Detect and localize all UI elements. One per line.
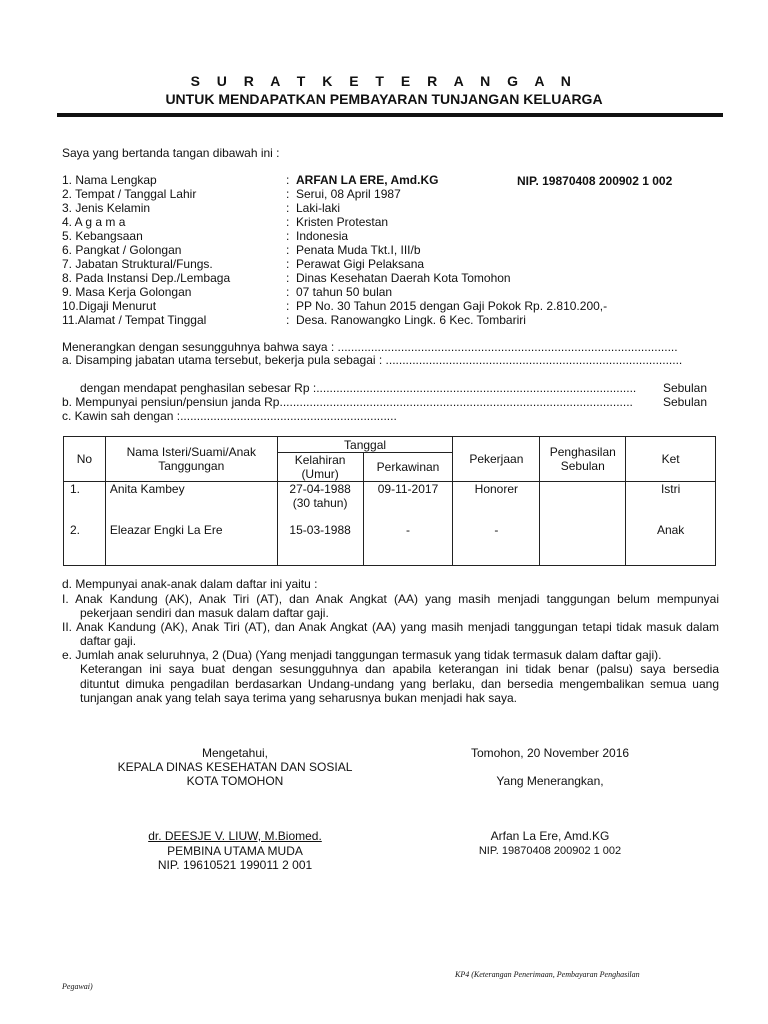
header-divider — [57, 113, 723, 117]
cell-lahir — [277, 482, 363, 523]
cell-umur: (30 tahun) — [292, 496, 348, 510]
sign-left-acknowledge: Mengetahui, — [201, 746, 269, 760]
cell-kerja: Honorer — [453, 482, 540, 523]
sign-right-place-date: Tomohon, 20 November 2016 — [470, 746, 630, 760]
header-kelahiran — [277, 453, 363, 482]
header-penghasilan — [540, 437, 626, 482]
family-table — [63, 436, 716, 566]
footer-form-code: KP4 (Keterangan Penerimaan, Pembayaran Penghasilan — [455, 970, 640, 979]
closing-line2: dituntut dimuka pengadilan berdasarkan Undang-undang yang berlaku, dan bersedia mengembalikan semua uang — [80, 677, 719, 691]
closing-line3: tunjangan anak yang telah saya terima yang seharusnya bukan menjadi hak saya. — [80, 691, 517, 705]
field-value-service-period: 07 tahun 50 bulan — [296, 285, 393, 299]
header-name — [105, 437, 277, 482]
header-pekerjaan: Pekerjaan — [453, 437, 540, 482]
field-colon: : — [286, 229, 290, 243]
note-ii-line1: II. Anak Kandung (AK), Anak Tiri (AT), dan Anak Angkat (AA) yang masih menjadi tanggungan tetapi tidak masuk dalam — [62, 620, 719, 634]
cell-name: Eleazar Engki La Ere — [105, 523, 277, 566]
field-colon: : — [286, 243, 290, 257]
table-header-row — [64, 437, 716, 453]
header-tanggal: Tanggal — [277, 437, 453, 453]
note-e: e. Jumlah anak seluruhnya, 2 (Dua) (Yang menjadi tanggungan termasuk yang tidak termasuk dalam daftar gaji). — [62, 648, 662, 662]
field-label-address: 11.Alamat / Tempat Tinggal — [62, 313, 207, 327]
field-label-name: 1. Nama Lengkap — [62, 173, 157, 187]
statement-b-suffix: Sebulan — [662, 395, 707, 409]
field-value-address: Desa. Ranowangko Lingk. 6 Kec. Tombariri — [296, 313, 526, 327]
field-label-birth: 2. Tempat / Tanggal Lahir — [62, 187, 197, 201]
document-title: S U R A T K E T E R A N G A N — [190, 73, 578, 89]
field-colon: : — [286, 215, 290, 229]
statement-c: c. Kawin sah dengan :................................................................. — [62, 409, 397, 423]
field-colon: : — [286, 271, 290, 285]
intro-text: Saya yang bertanda tangan dibawah ini : — [62, 146, 280, 160]
nip-main: NIP. 19870408 200902 1 002 — [517, 174, 673, 188]
sign-right-nip: NIP. 19870408 200902 1 002 — [478, 845, 622, 857]
field-value-position: Perawat Gigi Pelaksana — [296, 257, 425, 271]
field-colon: : — [286, 299, 290, 313]
statement-b — [62, 395, 707, 409]
statement-income-suffix: Sebulan — [662, 381, 707, 395]
field-label-religion: 4. A g a m a — [62, 215, 126, 229]
header-penghasilan-text: Penghasilan Sebulan — [549, 445, 616, 473]
header-perkawinan: Perkawinan — [363, 453, 453, 482]
header-ket: Ket — [626, 437, 716, 482]
closing-line1: Keterangan ini saya buat dengan sesungguhnya dan apabila keterangan ini tidak benar (palsu) saya bersedia — [80, 662, 719, 676]
statement-lead: Menerangkan dengan sesungguhnya bahwa saya : ...................................................................................................... — [62, 340, 678, 354]
statement-b-dots: .......................................................................................................... — [279, 395, 633, 409]
sign-left-nip: NIP. 19610521 199011 2 001 — [157, 858, 313, 872]
document-subtitle: UNTUK MENDAPATKAN PEMBAYARAN TUNJANGAN KELUARGA — [165, 91, 603, 107]
header-name-text: Nama Isteri/Suami/Anak Tanggungan — [126, 445, 256, 473]
field-label-institution: 8. Pada Instansi Dep./Lembaga — [62, 271, 231, 285]
sign-left-name — [90, 829, 380, 843]
cell-lahir-date: 27-04-1988 — [289, 482, 351, 496]
field-value-institution: Dinas Kesehatan Daerah Kota Tomohon — [296, 271, 511, 285]
field-label-rank: 6. Pangkat / Golongan — [62, 243, 182, 257]
field-value-gender: Laki-laki — [296, 201, 341, 215]
cell-lahir: 15-03-1988 — [277, 523, 363, 566]
header-kelahiran-text: Kelahiran (Umur) — [294, 453, 346, 481]
field-value-nationality: Indonesia — [296, 229, 349, 243]
note-ii-line2: daftar gaji. — [80, 634, 137, 648]
sign-left-city: KOTA TOMOHON — [186, 774, 284, 788]
field-value-religion: Kristen Protestan — [296, 215, 389, 229]
sign-left-rank: PEMBINA UTAMA MUDA — [167, 844, 303, 858]
statement-income-dots: ................................................................................................ — [316, 381, 637, 395]
field-value-name: ARFAN LA ERE, Amd.KG — [296, 173, 439, 187]
note-i-line1: I. Anak Kandung (AK), Anak Tiri (AT), dan Anak Angkat (AA) yang masih menjadi tanggungan belum mempunyai — [62, 592, 719, 606]
field-colon: : — [286, 173, 290, 187]
footer-form-code-cont: Pegawai) — [62, 982, 93, 991]
field-colon: : — [286, 285, 290, 299]
field-colon: : — [286, 187, 290, 201]
cell-kerja: - — [453, 523, 540, 566]
cell-ket: Istri — [626, 482, 716, 523]
cell-kawin: - — [363, 523, 453, 566]
field-colon: : — [286, 313, 290, 327]
table-row — [64, 523, 716, 566]
cell-kawin: 09-11-2017 — [363, 482, 453, 523]
sign-right-role: Yang Menerangkan, — [496, 774, 604, 788]
field-value-salary-basis: PP No. 30 Tahun 2015 dengan Gaji Pokok Rp. 2.810.200,- — [296, 299, 608, 313]
field-value-birth: Serui, 08 April 1987 — [296, 187, 401, 201]
cell-name: Anita Kambey — [105, 482, 277, 523]
statement-b-text: b. Mempunyai pensiun/pensiun janda Rp — [62, 395, 280, 409]
header-no: No — [64, 437, 106, 482]
statement-income — [80, 381, 707, 395]
field-label-salary-basis: 10.Digaji Menurut — [62, 299, 157, 313]
sign-right-name: Arfan La Ere, Amd.KG — [490, 829, 610, 843]
note-i-line2: pekerjaan sendiri dan masuk dalam daftar gaji. — [80, 606, 329, 620]
sign-left-title: KEPALA DINAS KESEHATAN DAN SOSIAL — [117, 760, 353, 774]
table-row — [64, 482, 716, 523]
field-label-nationality: 5. Kebangsaan — [62, 229, 143, 243]
note-d: d. Mempunyai anak-anak dalam daftar ini yaitu : — [62, 577, 318, 591]
field-label-gender: 3. Jenis Kelamin — [62, 201, 151, 215]
field-value-rank: Penata Muda Tkt.I, III/b — [296, 243, 421, 257]
statement-income-text: dengan mendapat penghasilan sebesar Rp : — [80, 381, 317, 395]
cell-hasil — [540, 523, 626, 566]
cell-no: 2. — [64, 523, 106, 566]
sign-left-name-text: dr. DEESJE V. LIUW, M.Biomed. — [148, 829, 322, 843]
cell-hasil — [540, 482, 626, 523]
field-label-position: 7. Jabatan Struktural/Fungs. — [62, 257, 213, 271]
statement-a: a. Disamping jabatan utama tersebut, bekerja pula sebagai : ......................................................................................... — [62, 353, 683, 367]
field-colon: : — [286, 257, 290, 271]
cell-ket: Anak — [626, 523, 716, 566]
field-label-service-period: 9. Masa Kerja Golongan — [62, 285, 192, 299]
cell-no: 1. — [64, 482, 106, 523]
field-colon: : — [286, 201, 290, 215]
